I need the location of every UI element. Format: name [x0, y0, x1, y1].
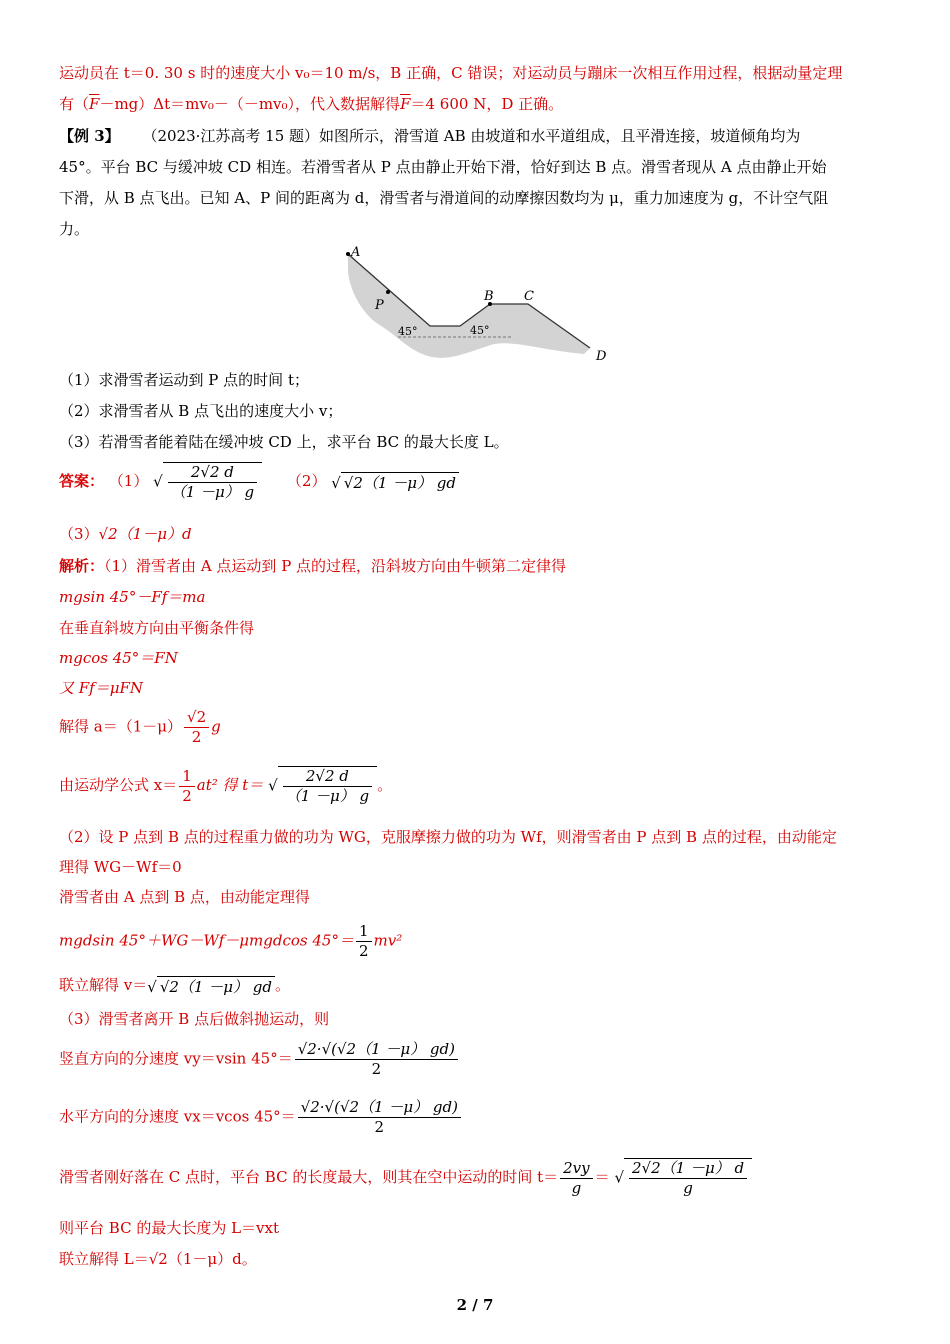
- page-number: 2 / 7: [456, 1296, 494, 1314]
- question-2: （2）求滑雪者从 B 点飞出的速度大小 v；: [59, 402, 343, 420]
- example-line-1: 【例 3】 （2023·江苏高考 15 题）如图所示，滑雪道 AB 由坡道和水平道组成，且平滑连接，坡道倾角均为: [59, 127, 801, 145]
- solution-line-1: 解析：（1）滑雪者由 A 点运动到 P 点的过程，沿斜坡方向由牛顿第二定律得: [59, 557, 567, 575]
- solution-eq-4: 解得 a＝（1－μ） $\frac{√2}{2}$ g: [59, 708, 221, 746]
- solution-line-10: 滑雪者由 A 点到 B 点，由动能定理得: [59, 888, 310, 906]
- intro-line-2: 有$(\overline{F}-mg)\Delta t=mv_0-(-mv_0)$，代入数据解得$\overline{F}=4$ 600 N，D 正确。: [59, 95, 564, 113]
- answer-line-1: 答案： （1） √ $\frac{2√2 d}{(1 -\mu) g}$ （2） √ √2（1 －μ） gd: [59, 462, 459, 502]
- question-3: （3）若滑雪者能着陆在缓冲坡 CD 上，求平台 BC 的最大长度 L。: [59, 433, 509, 451]
- label-d: D: [596, 349, 607, 364]
- angle-label-1: 45°: [398, 325, 418, 338]
- label-c: C: [524, 289, 534, 304]
- answer-line-3: （3）√2（1－μ）d: [59, 525, 192, 543]
- point-a-dot: [346, 252, 350, 256]
- solution-eq-8: 竖直方向的分速度 vy＝vsin 45°＝ $\frac{√2\cdot√(√2(1 -\mu) gd)}{2}$: [59, 1040, 460, 1079]
- intro-line-1: 运动员在 t＝0. 30 s 时的速度大小 v₀＝10 m/s，B 正确，C 错误；对运动员与蹦床一次相互作用过程，根据动量定理: [59, 64, 843, 82]
- label-p: P: [375, 298, 384, 313]
- angle-label-2: 45°: [470, 324, 490, 337]
- solution-label: 解析：: [59, 557, 105, 575]
- solution-line-13: （3）滑雪者离开 B 点后做斜抛运动，则: [59, 1010, 330, 1028]
- ski-slope-figure: [338, 242, 618, 364]
- question-1: （1）求滑雪者运动到 P 点的时间 t；: [59, 371, 309, 389]
- answer-label: 答案：: [59, 472, 105, 490]
- solution-line-3: 在垂直斜坡方向由平衡条件得: [59, 619, 255, 637]
- solution-eq-5: 由运动学公式 x＝ $\frac{1}{2}$ at² 得 t＝ √ $\frac{2√2 d}{(1 -\mu) g}$ 。: [59, 766, 393, 805]
- solution-eq-9: 水平方向的分速度 vx＝vcos 45°＝ $\frac{√2\cdot√(√2(1 -\mu) gd)}{2}$: [59, 1098, 463, 1137]
- example-line-4: 力。: [59, 220, 90, 238]
- label-b: B: [484, 289, 494, 304]
- point-p-dot: [386, 290, 390, 294]
- solution-eq-3: 又 Ff＝μFN: [59, 679, 144, 697]
- example-line-2: 45°。平台 BC 与缓冲坡 CD 相连。若滑雪者从 P 点由静止开始下滑，恰好到达 B 点。滑雪者现从 A 点由静止开始: [59, 158, 827, 176]
- example-line-3: 下滑，从 B 点飞出。已知 A、P 间的距离为 d，滑雪者与滑道间的动摩擦因数均为 μ，重力加速度为 g，不计空气阻: [59, 189, 829, 207]
- solution-eq-7: 联立解得 v＝√ √2（1 －μ） gd 。: [59, 976, 290, 996]
- solution-line-9: 理得 WG－Wf＝0: [59, 858, 182, 876]
- solution-eq-6: mgdsin 45°＋WG－Wf－μmgdcos 45°＝ $\frac{1}{2}$ mv²: [59, 922, 403, 960]
- solution-line-18: 联立解得 L＝√2（1－μ）d。: [59, 1250, 257, 1268]
- solution-eq-1: mgsin 45°－Ff＝ma: [59, 588, 206, 606]
- terrain-fill: [348, 254, 590, 358]
- example-label: 【例 3】: [59, 127, 120, 145]
- solution-line-17: 则平台 BC 的最大长度为 L＝vxt: [59, 1219, 280, 1237]
- solution-line-8: （2）设 P 点到 B 点的过程重力做的功为 WG，克服摩擦力做的功为 Wf，则滑雪者由 P 点到 B 点的过程，由动能定: [59, 828, 837, 846]
- solution-eq-10: 滑雪者刚好落在 C 点时，平台 BC 的长度最大，则其在空中运动的时间 t＝ $\frac{2vy}{g}$ ＝ √ $\frac{2√2(1 -\mu) d}{g}$: [59, 1158, 752, 1198]
- solution-eq-2: mgcos 45°＝FN: [59, 649, 178, 667]
- label-a: A: [351, 245, 361, 260]
